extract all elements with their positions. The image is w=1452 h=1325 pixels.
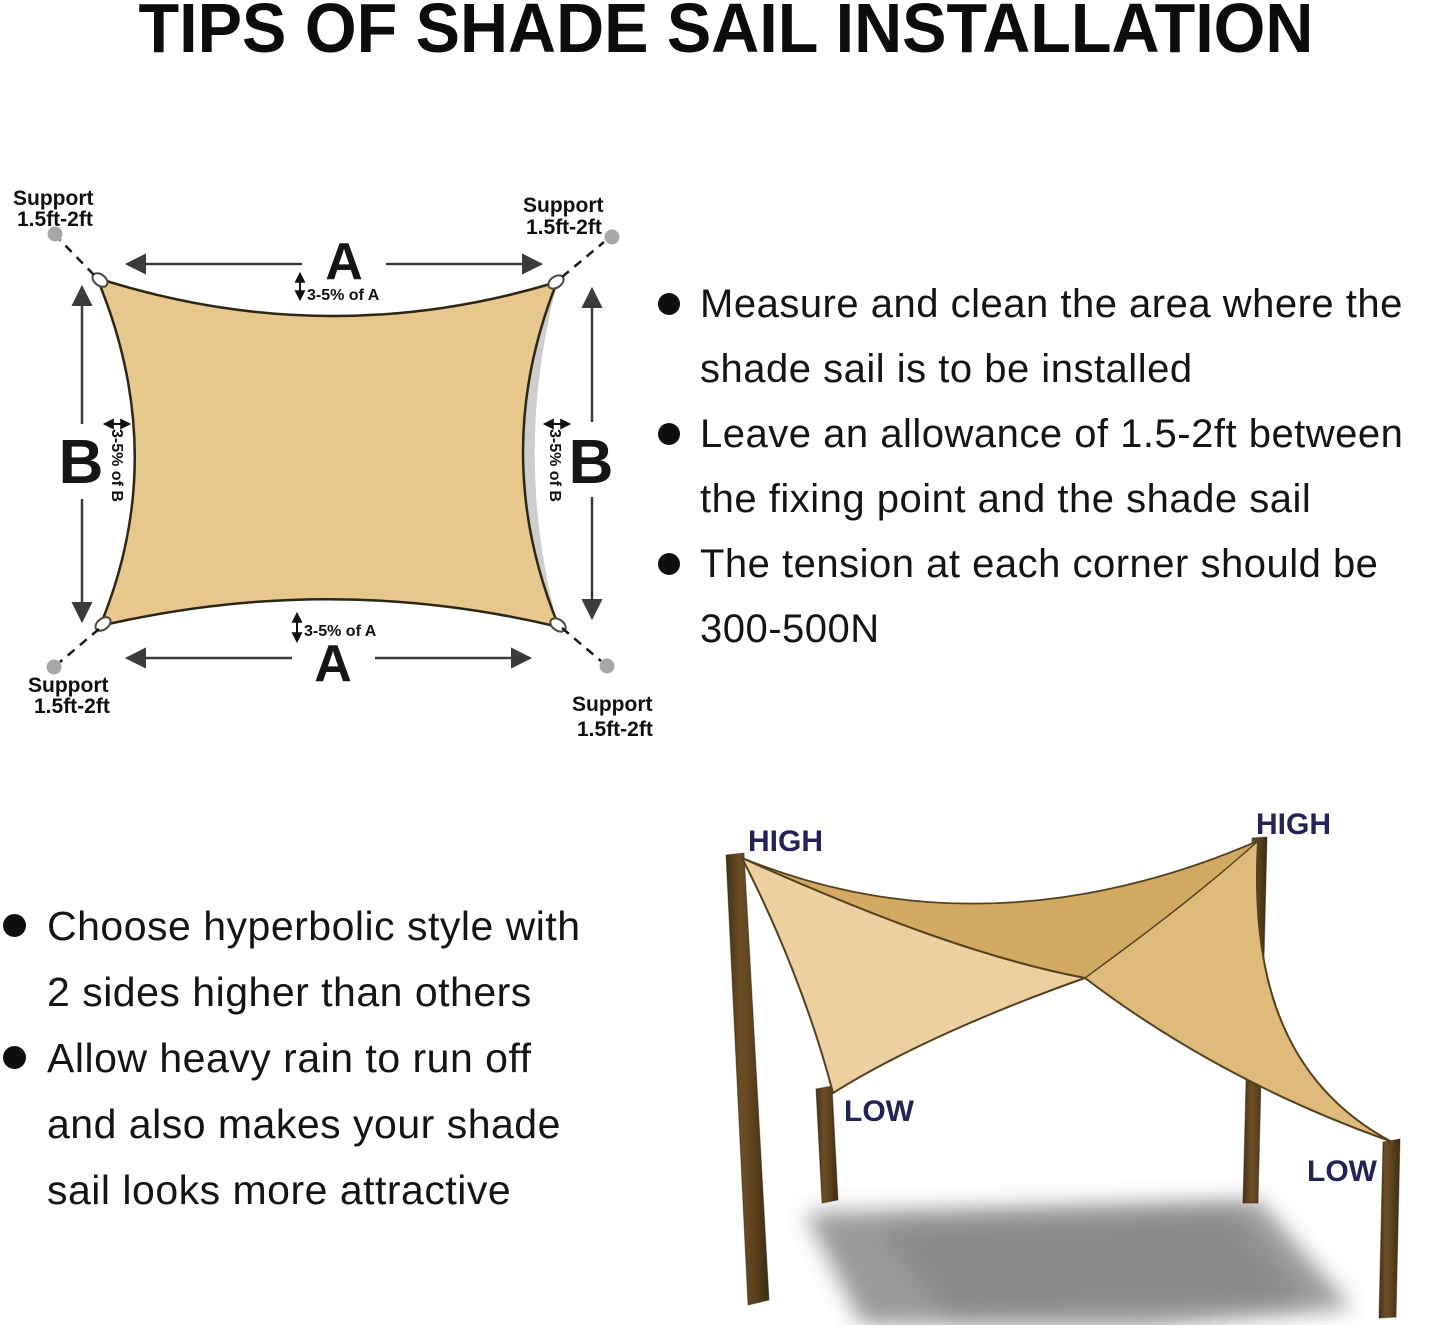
list-item (0, 1025, 645, 1223)
tip-text-line: and also makes your shade (47, 1100, 561, 1147)
shade-sail-shape (97, 278, 559, 627)
list-item (0, 893, 645, 1025)
support-label-top-left: Support (13, 187, 94, 210)
post-low-left (816, 1086, 838, 1203)
shade-sail-measurement-diagram (0, 150, 680, 750)
support-distance-top-right: 1.5ft-2ft (526, 216, 602, 239)
tip-text-line: the fixing point and the shade sail (700, 477, 1312, 521)
list-item (645, 402, 1452, 532)
tip-text-line: Choose hyperbolic style with (47, 902, 581, 949)
sail-front-triangle (742, 858, 1085, 1093)
tip-text-line: sail looks more attractive (47, 1166, 512, 1213)
support-distance-bottom-right: 1.5ft-2ft (577, 718, 653, 741)
support-label-bottom-right: Support (572, 693, 653, 716)
tip-text-line: 2 sides higher than others (47, 968, 532, 1015)
bullet-dot (3, 1046, 26, 1069)
tip-text-line: 300-500N (700, 607, 880, 651)
hyperbolic-sail-illustration (640, 780, 1452, 1325)
bullet-dot (658, 293, 680, 315)
installation-tips-list (645, 272, 1452, 662)
support-distance-top-left: 1.5ft-2ft (17, 208, 93, 231)
dim-b-right: B (568, 428, 614, 497)
list-item (645, 532, 1452, 662)
sag-pct-a-top: 3-5% of A (307, 287, 380, 304)
bullet-dot (658, 553, 680, 575)
dim-b-left: B (58, 428, 104, 497)
support-label-top-right: Support (523, 194, 604, 217)
post-high-left (726, 853, 769, 1305)
ground-shadow (805, 1200, 1352, 1325)
bullet-dot (3, 914, 26, 937)
tip-text-line: Measure and clean the area where the (700, 282, 1403, 326)
label-high-right: HIGH (1256, 808, 1331, 841)
sag-pct-b-right: 3-5% of B (546, 429, 563, 502)
page-title: TIPS OF SHADE SAIL INSTALLATION (138, 0, 1314, 67)
dim-a-bottom: A (314, 635, 352, 693)
dim-a-top: A (325, 233, 363, 291)
sag-pct-a-bottom: 3-5% of A (304, 623, 377, 640)
tip-text-line: Leave an allowance of 1.5-2ft between (700, 412, 1404, 456)
sag-pct-b-left: 3-5% of B (108, 429, 125, 502)
post-low-right (1379, 1139, 1400, 1318)
support-label-bottom-left: Support (28, 674, 109, 697)
list-item (645, 272, 1452, 402)
label-low-left: LOW (844, 1095, 914, 1128)
style-tips-list (0, 893, 645, 1223)
tip-text-line: Allow heavy rain to run off (47, 1034, 532, 1081)
support-distance-bottom-left: 1.5ft-2ft (34, 695, 110, 718)
bullet-dot (658, 423, 680, 445)
tip-text-line: The tension at each corner should be (700, 542, 1379, 586)
label-high-left: HIGH (748, 825, 823, 858)
tip-text-line: shade sail is to be installed (700, 347, 1193, 391)
label-low-right: LOW (1307, 1155, 1377, 1188)
